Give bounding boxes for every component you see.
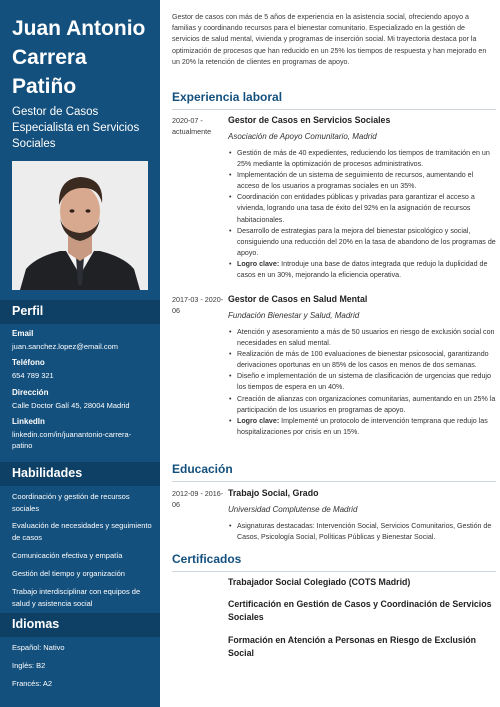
section-divider	[172, 109, 496, 110]
skill-item: Coordinación y gestión de recursos sociales	[12, 492, 130, 513]
job-title: Gestor de Casos en Servicios Sociales	[228, 115, 391, 125]
section-header-perfil	[0, 300, 160, 324]
contact-phone-label: Teléfono	[12, 358, 45, 367]
role-line: Especialista en Servicios	[12, 122, 140, 134]
name-line: Patiño	[12, 75, 77, 98]
education-bullet: • Asignaturas destacadas: Intervención Social, Servicios Comunitarios, Gestión de Casos, Psicología Social, Políticas Públicas y Bienestar Social.	[228, 521, 496, 543]
language-item: Inglés: B2	[12, 661, 46, 670]
job-date: 2020-07 - actualmente	[172, 116, 212, 136]
job-bullets	[228, 327, 496, 438]
sidebar	[0, 0, 160, 707]
section-title-certificados: Certificados	[172, 552, 242, 566]
skill-item: Trabajo interdisciplinar con equipos de salud y asistencia social	[12, 587, 141, 608]
certificate-item: Trabajador Social Colegiado (COTS Madrid)	[228, 577, 411, 587]
education-degree: Trabajo Social, Grado	[228, 488, 319, 498]
section-title-educacion: Educación	[172, 462, 233, 476]
portrait-illustration	[12, 161, 148, 290]
main-content	[160, 0, 500, 707]
job-bullets	[228, 148, 496, 281]
certificate-item: Formación en Atención a Personas en Riesgo de Exclusión Social	[228, 635, 477, 658]
skill-item: Evaluación de necesidades y seguimiento de casos	[12, 521, 152, 542]
job-company: Asociación de Apoyo Comunitario, Madrid	[228, 132, 377, 141]
education-school: Universidad Complutense de Madrid	[228, 505, 358, 514]
job-bullet: • Realización de más de 100 evaluaciones de bienestar psicosocial, garantizando derivaciones oportunas en un 85% de los casos en menos de dos semanas.	[228, 349, 496, 371]
section-divider	[172, 481, 496, 482]
key-achievement-label: Logro clave:	[237, 416, 280, 425]
contact-email-label: Email	[12, 329, 34, 338]
job-bullet: • Diseño e implementación de un sistema de clasificación de urgencias que redujo los tiempos de espera en un 40%.	[228, 371, 496, 393]
contact-phone-value[interactable]: 654 789 321	[12, 371, 54, 380]
section-header-idiomas	[0, 613, 160, 637]
skill-item: Comunicación efectiva y empatía	[12, 551, 123, 560]
contact-linkedin-value[interactable]: linkedin.com/in/juanantonio-carrera-patino	[12, 430, 132, 450]
candidate-role	[12, 104, 152, 152]
language-item: Español: Nativo	[12, 643, 65, 652]
job-bullet: • Gestión de más de 40 expedientes, reduciendo los tiempos de tramitación en un 25% mediante la optimización de procesos administrativos.	[228, 148, 496, 170]
job-company: Fundación Bienestar y Salud, Madrid	[228, 311, 360, 320]
job-bullet	[228, 259, 496, 281]
job-bullet: • Creación de alianzas con organizaciones comunitarias, aumentando en un 25% la participación de los usuarios en programas de apoyo.	[228, 394, 496, 416]
contact-linkedin-label: LinkedIn	[12, 417, 45, 426]
education-date: 2012-09 - 2016-06	[172, 489, 224, 509]
job-title: Gestor de Casos en Salud Mental	[228, 294, 368, 304]
job-date: 2017-03 - 2020-06	[172, 295, 224, 315]
skill-item: Gestión del tiempo y organización	[12, 569, 125, 578]
section-title: Idiomas	[12, 617, 60, 631]
contact-email-value[interactable]: juan.sanchez.lopez@email.com	[12, 342, 118, 351]
name-line: Juan Antonio	[12, 17, 146, 40]
name-line: Carrera	[12, 46, 87, 69]
language-item: Francés: A2	[12, 679, 53, 688]
section-title: Perfil	[12, 304, 44, 318]
education-bullets	[228, 521, 496, 543]
key-achievement-text: Introduje una base de datos integrada que redujo la duplicidad de casos en un 30%, mejorando la eficiencia operativa.	[237, 259, 488, 280]
job-bullet: • Desarrollo de estrategias para la mejora del bienestar psicológico y social, consiguiendo una reducción del 20% en la tasa de abandono de los programas de apoyo.	[228, 226, 496, 259]
section-title: Habilidades	[12, 466, 83, 480]
job-bullet: • Implementación de un sistema de seguimiento de recursos, aumentando el acceso de los usuarios a programas sociales en un 35%.	[228, 170, 496, 192]
key-achievement-text: Implementé un protocolo de intervención temprana que redujo las hospitalizaciones por crisis en un 15%.	[237, 416, 488, 436]
profile-photo	[12, 161, 148, 290]
contact-address-value: Calle Doctor Galí 45, 28004 Madrid	[12, 401, 130, 410]
contact-address-label: Dirección	[12, 388, 49, 397]
certificate-item: Certificación en Gestión de Casos y Coordinación de Servicios Sociales	[228, 599, 492, 622]
job-bullet: • Coordinación con entidades públicas y privadas para garantizar el acceso a vivienda, logrando una tasa de éxito del 92% en la asignación de recursos habitacionales.	[228, 192, 496, 225]
key-achievement-label: Logro clave:	[237, 259, 280, 268]
section-divider	[172, 571, 496, 572]
role-line: Sociales	[12, 138, 56, 150]
job-bullet	[228, 416, 496, 438]
profile-summary: Gestor de casos con más de 5 años de experiencia en la asistencia social, ofreciendo apoyo a familias y coordinando recursos para el bienestar comunitario. Especializado en la gestión de servicios de salud mental, vivienda y programas de inserción social. Mi trayectoria destaca por la optimización de procesos que han reducido en un 25% los tiempos de respuesta y han mejorado en un 20% la retención de clientes en programas de apoyo.	[172, 13, 487, 66]
section-header-habilidades	[0, 462, 160, 486]
candidate-name	[12, 14, 156, 101]
job-bullet: • Atención y asesoramiento a más de 50 usuarios en riesgo de exclusión social con necesidades en salud mental.	[228, 327, 496, 349]
section-title-experiencia: Experiencia laboral	[172, 90, 283, 104]
role-line: Gestor de Casos	[12, 106, 99, 118]
